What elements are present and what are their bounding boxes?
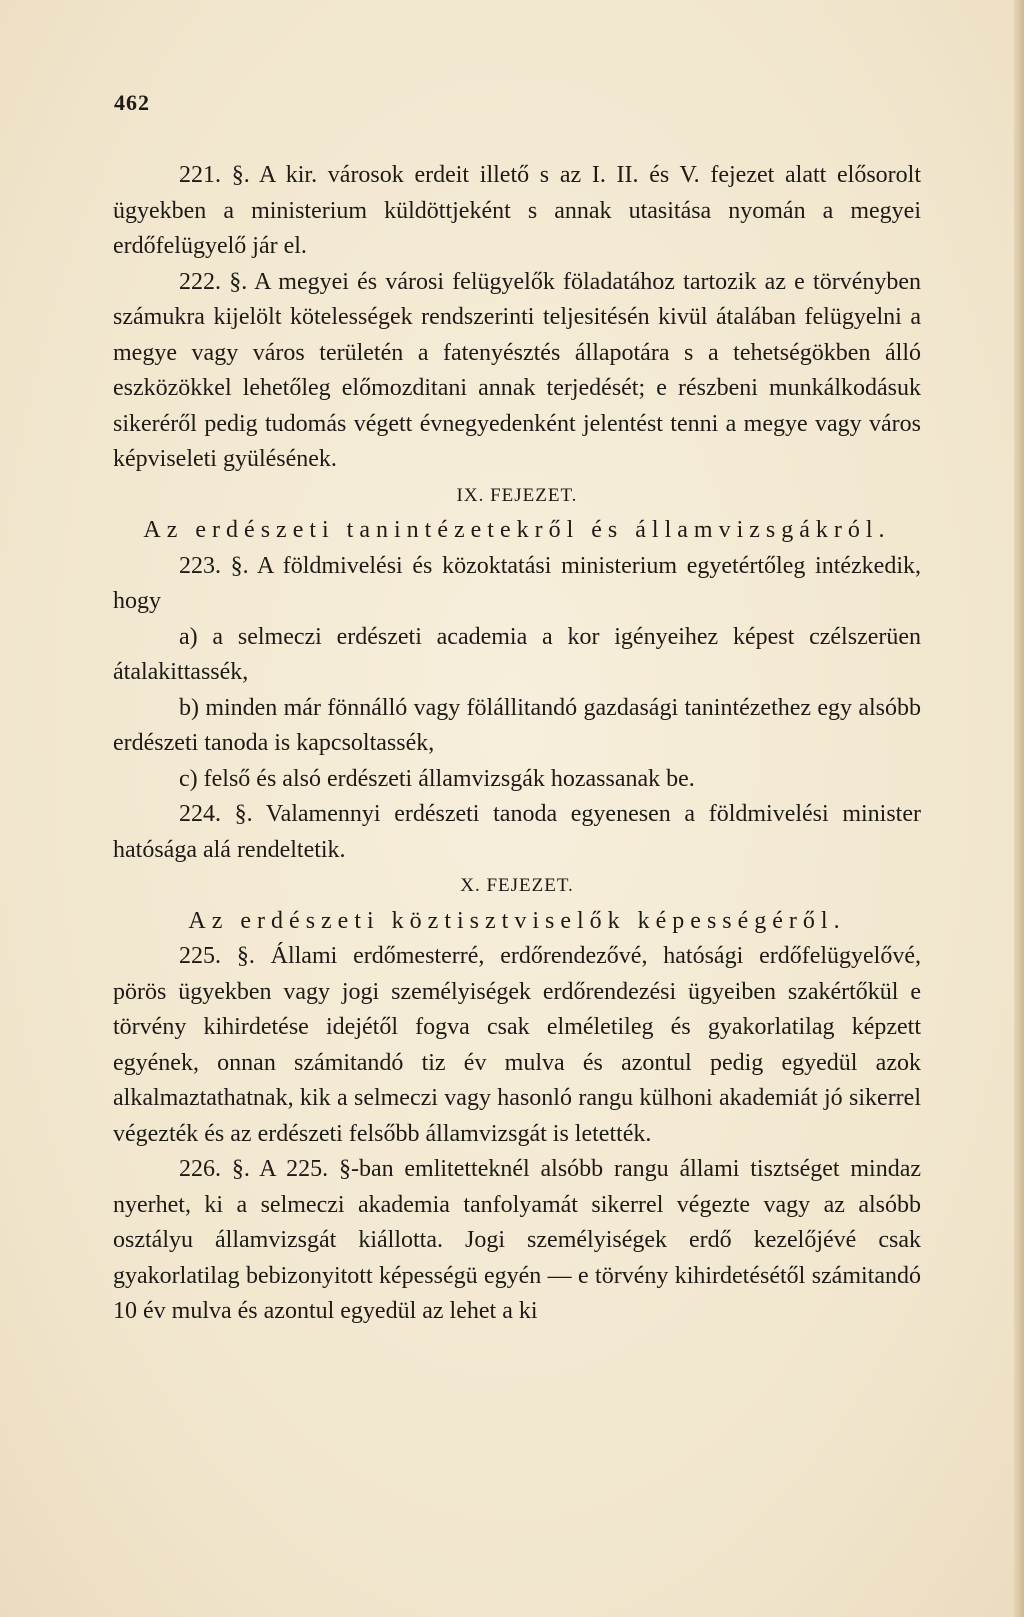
page-edge — [1014, 0, 1024, 1617]
paragraph-226: 226. §. A 225. §-ban emlitetteknél alsóbb rangu állami tisztséget mindaz nyerhet, ki a selmeczi akademia tanfolyamát sikerrel végezte vagy az alsóbb osztályu államvizsgát kiállotta. Jogi személyiségek erdő kezelőjévé csak gyakorlatilag bebizonyitott képességü egyén — e törvény kihirdetésétől számitandó 10 év mulva és azontul egyedül az lehet a ki — [113, 1156, 921, 1324]
paragraph-223-c: c) felső és alsó erdészeti államvizsgák hozassanak be. — [179, 765, 695, 792]
paragraph-222: 222. §. A megyei és városi felügyelők föladatához tartozik az e törvényben számukra kijelölt kötelességek rendszerinti teljesitésén kivül átalában felügyelni a megye vagy város területén a fatenyésztés állapotára s a tehetségökben álló eszközökkel lehetőleg előmozditani annak terjedését; e részbeni munkálkodásuk sikeréről pedig tudomás végett évnegyedenként jelentést tenni a megye vagy város képviseleti gyülésének. — [113, 268, 921, 472]
page-number: 462 — [114, 90, 150, 115]
paragraph-224: 224. §. Valamennyi erdészeti tanoda egyenesen a földmivelési minister hatósága alá rendeltetik. — [113, 801, 921, 863]
paragraph-221: 221. §. A kir. városok erdeit illető s az I. II. és V. fejezet alatt elősorolt ügyekben a ministerium küldöttjeként s annak utasitása nyomán a megyei erdőfelügyelő jár el. — [113, 162, 921, 259]
chapter-ix-heading: IX. FEJEZET. — [456, 484, 578, 506]
chapter-x-title: Az erdészeti köztisztviselők képességéről. — [188, 907, 846, 934]
chapter-x-heading: X. FEJEZET. — [460, 875, 574, 896]
paragraph-225: 225. §. Állami erdőmesterré, erdőrendezővé, hatósági erdőfelügyelővé, pörös ügyekben vagy jogi személyiségek erdőrendezési ügyeiben szakértőkül e törvény kihirdetése idejétől fogva csak elméletileg és gyakorlatilag képzett egyének, onnan számitandó tiz év mulva és azontul pedig egyedül azok alkalmaztathatnak, kik a selmeczi vagy hasonló rangu külhoni akademiát jó sikerrel végezték és az erdészeti felsőbb államvizsgát is letették. — [113, 943, 921, 1147]
chapter-ix-title: Az erdészeti tanintézetekről és államvizsgákról. — [143, 517, 891, 543]
paragraph-223-b: b) minden már fönnálló vagy fölállitandó gazdasági tanintézethez egy alsóbb erdészeti tanoda is kapcsoltassék, — [113, 694, 921, 756]
paragraph-223-a: a) a selmeczi erdészeti academia a kor igényeihez képest czélszerüen átalakittassék, — [113, 623, 921, 685]
page-body — [113, 158, 921, 1330]
paragraph-223: 223. §. A földmivelési és közoktatási ministerium egyetértőleg intézkedik, hogy — [113, 552, 921, 614]
